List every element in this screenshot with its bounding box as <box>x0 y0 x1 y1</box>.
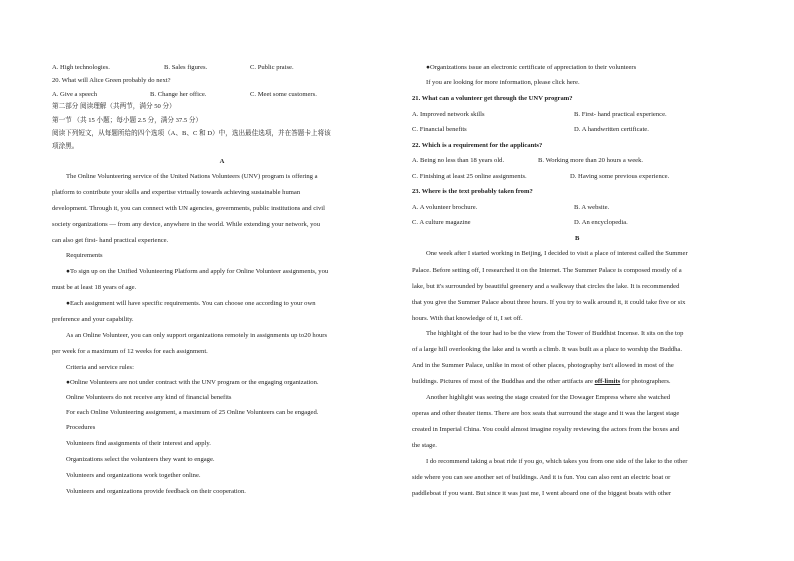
passage-b-line: Palace. Before setting off, I researched it on the Internet. The Summer Palace is composed mostly of a <box>412 267 682 274</box>
q21-option-b: B. First- hand practical experience. <box>574 111 667 118</box>
instruction-line-2: 项涂黑。 <box>52 143 79 150</box>
passage-b-line: operas and other theater items. There are box seats that surround the stage and it was the largest stage <box>412 410 680 417</box>
q23-option-a: A. A volunteer brochure. <box>412 204 478 211</box>
q22-option-d: D. Having some previous experience. <box>570 173 670 180</box>
certificate-line: ●Organizations issue an electronic certificate of appreciation to their volunteers <box>426 64 637 71</box>
passage-a-line: The Online Volunteering service of the United Nations Volunteers (UNV) program is offering a <box>66 173 318 180</box>
q21-option-d: D. A handwritten certificate. <box>574 126 649 133</box>
procedure-line: Volunteers and organizations work together online. <box>66 472 201 479</box>
q20-option-a: A. Give a speech <box>52 91 98 98</box>
more-info-line: If you are looking for more information, please click here. <box>426 79 580 86</box>
part-2-heading: 第二部分 阅读理解（共两节，满分 50 分） <box>52 103 176 110</box>
passage-b-line: paddleboat if you want. But since it was just me, I went aboard one of the biggest boats with other <box>412 490 672 497</box>
passage-b-line: side where you can see another set of buildings. And it is fun. You can also rent an electric boat or <box>412 474 671 481</box>
passage-a-line: platform to contribute your skills and expertise virtually towards achieving sustainable human <box>52 189 301 196</box>
question-20: 20. What will Alice Green probably do next? <box>52 77 171 84</box>
requirement-line: preference and your capability. <box>52 316 134 323</box>
q20-option-b: B. Change her office. <box>150 91 207 98</box>
requirement-line: per week for a maximum of 12 weeks for each assignment. <box>52 348 208 355</box>
question-22: 22. Which is a requirement for the applicants? <box>412 142 543 149</box>
q21-option-c: C. Financial benefits <box>412 126 467 133</box>
q19-option-a: A. High technologies. <box>52 64 110 71</box>
q22-option-a: A. Being no less than 18 years old. <box>412 157 505 164</box>
criteria-line: Online Volunteers do not receive any kind of financial benefits <box>66 394 232 401</box>
passage-b-line: One week after I started working in Beijing, I decided to visit a place of interest called the Summer <box>426 250 688 257</box>
procedure-line: Organizations select the volunteers they want to engage. <box>66 456 215 463</box>
requirement-line: As an Online Volunteer, you can only support organizations remotely in assignments up to20 hours <box>66 332 328 339</box>
passage-a-line: society organizations — from any device, anywhere in the world. While extending your network, you <box>52 221 321 228</box>
instruction-line-1: 阅读下列短文，从每题所给的四个选项（A、B、C 和 D）中，选出最佳选项，并在答题卡上将该 <box>52 130 331 137</box>
passage-b-label: B <box>575 235 580 242</box>
underlined-word: off-limits <box>594 378 621 385</box>
criteria-line: For each Online Volunteering assignment, a maximum of 25 Online Volunteers can be engaged. <box>66 409 319 416</box>
q23-option-d: D. An encyclopedia. <box>574 219 628 226</box>
q22-option-b: B. Working more than 20 hours a week. <box>538 157 644 164</box>
passage-a-line: development. Through it, you can connect with UN agencies, governments, public institutions and civil <box>52 205 325 212</box>
passage-b-line: of a large hill overlooking the lake and is worth a climb. It was built as a place to worship the Buddha. <box>412 346 682 353</box>
q22-option-c: C. Finishing at least 25 online assignments. <box>412 173 527 180</box>
passage-b-line: that you give the Summer Palace about three hours. If you try to walk around it, it could take five or six <box>412 299 686 306</box>
question-21: 21. What can a volunteer get through the UNV program? <box>412 95 573 102</box>
requirement-line: ●To sign up on the Unified Volunteering Platform and apply for Online Volunteer assignments, you <box>66 268 329 275</box>
section-1-heading: 第一节 （共 15 小题；每小题 2.5 分，满分 37.5 分） <box>52 117 203 124</box>
q23-option-b: B. A website. <box>574 204 610 211</box>
q19-option-c: C. Public praise. <box>250 64 294 71</box>
passage-b-text: for photographers. <box>620 378 671 385</box>
procedures-title: Procedures <box>66 424 96 431</box>
question-23: 23. Where is the text probably taken from? <box>412 188 533 195</box>
passage-b-line: lake, but it's surrounded by beautiful greenery and a walkway that circles the lake. It is recommended <box>412 283 680 290</box>
criteria-title: Criteria and service rules: <box>66 364 134 371</box>
requirements-title: Requirements <box>66 252 103 259</box>
requirement-line: must be at least 18 years of age. <box>52 284 137 291</box>
q19-option-b: B. Sales figures. <box>164 64 208 71</box>
passage-b-line: created in Imperial China. You could almost imagine royalty reviewing the actors from the boxes and <box>412 426 680 433</box>
passage-b-line: And in the Summer Palace, unlike in most of other places, photography isn't allowed in most of the <box>412 362 674 369</box>
passage-b-line: hours. With that knowledge of it, I set off. <box>412 315 523 322</box>
passage-a-line: can also get first- hand practical experience. <box>52 237 169 244</box>
passage-b-line: the stage. <box>412 442 437 449</box>
passage-b-line: The highlight of the tour had to be the view from the Tower of Buddhist Incense. It sits on the top <box>426 330 684 337</box>
passage-b-line: I do recommend taking a boat ride if you go, which takes you from one side of the lake to the other <box>426 458 688 465</box>
q20-option-c: C. Meet some customers. <box>250 91 317 98</box>
q21-option-a: A. Improved network skills <box>412 111 485 118</box>
passage-b-line: Another highlight was seeing the stage created for the Dowager Empress where she watched <box>426 394 671 401</box>
procedure-line: Volunteers and organizations provide feedback on their cooperation. <box>66 488 246 495</box>
passage-b-text: buildings. Pictures of most of the Buddhas and the other artifacts are <box>412 378 595 385</box>
requirement-line: ●Each assignment will have specific requirements. You can choose one according to your own <box>66 300 316 307</box>
procedure-line: Volunteers find assignments of their interest and apply. <box>66 440 211 447</box>
q23-option-c: C. A culture magazine <box>412 219 471 226</box>
passage-a-label: A <box>219 158 225 165</box>
criteria-line: ●Online Volunteers are not under contract with the UNV program or the engaging organization. <box>66 379 319 386</box>
passage-b-line-with-underline <box>412 379 671 386</box>
